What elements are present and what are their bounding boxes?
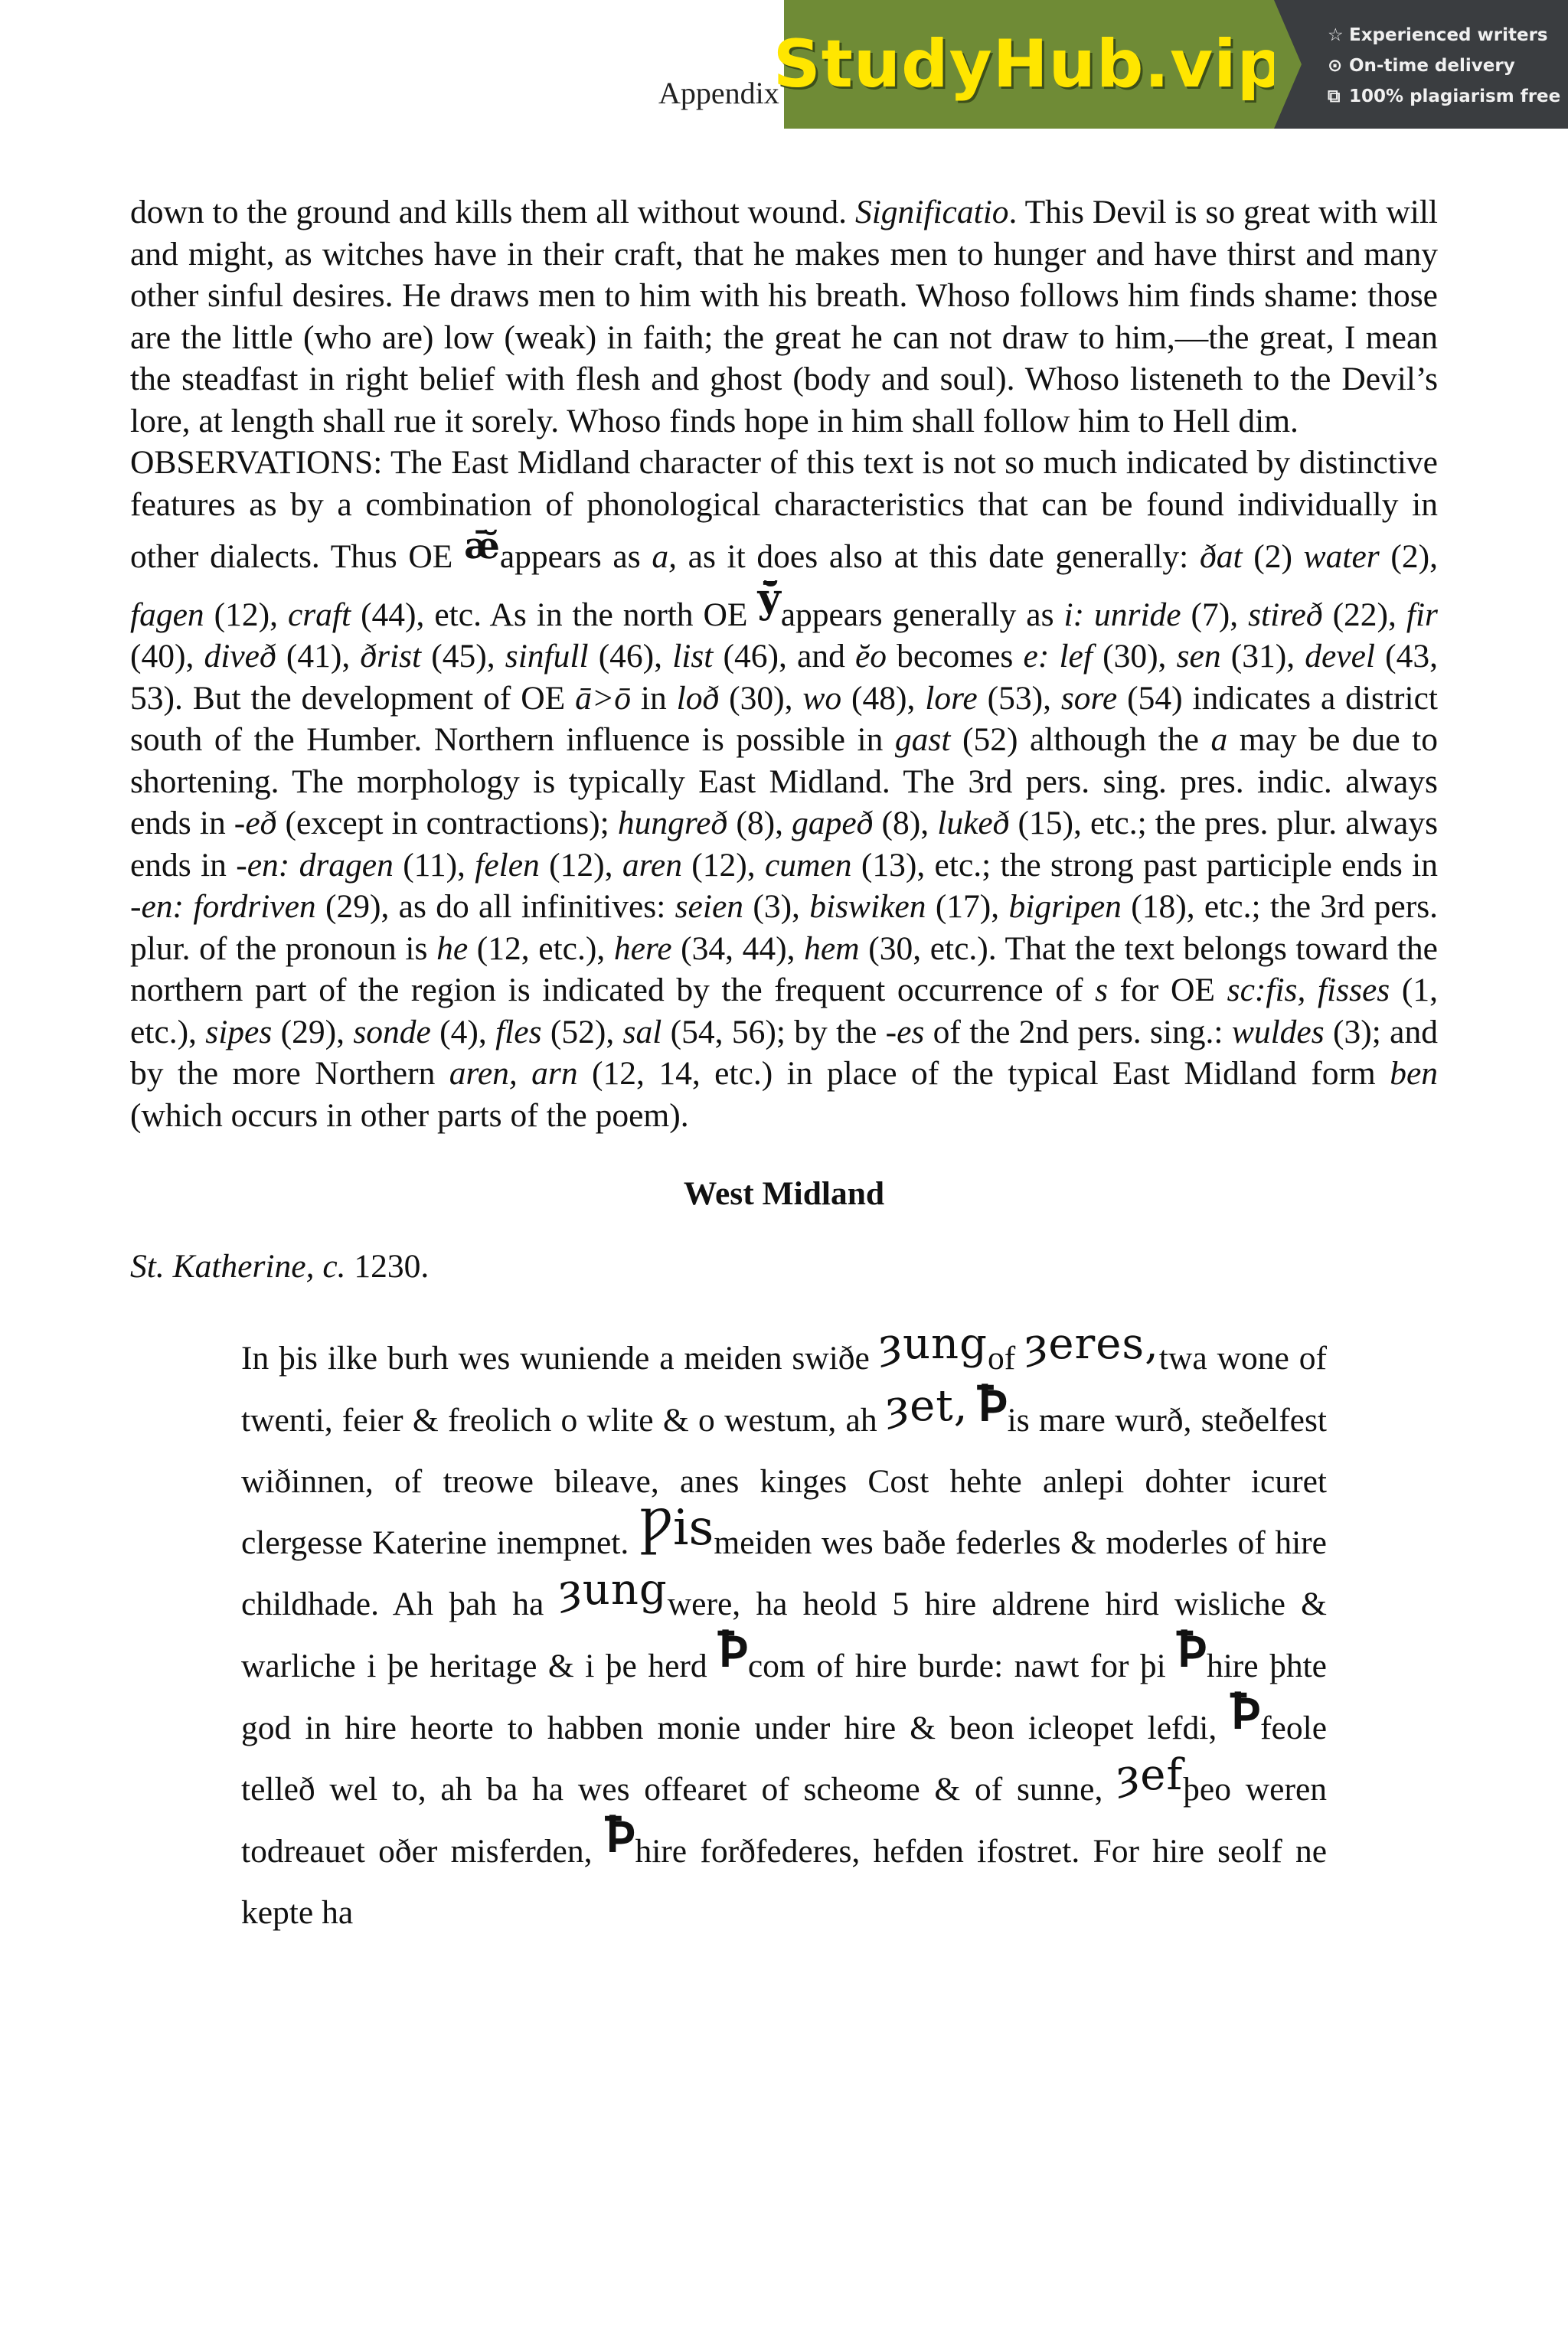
badge-item: ⊙ On-time delivery: [1328, 51, 1568, 81]
star-icon: ☆: [1328, 25, 1344, 45]
ae-breve-glyph: ǣ̆: [464, 524, 500, 567]
thorn-glyph: Ꝥ: [718, 1621, 748, 1678]
ad-banner[interactable]: [773, 0, 1568, 129]
brand-name: StudyHub.vip: [773, 26, 1285, 103]
observations-paragraph: OBSERVATIONS: The East Midland character of this text is not so much indicated by distinctive features as by a combination of phonological characteristics that can be found individually in other dialects. Thus OE ǣ̆appears as a, as it does also at this date generally: ðat (2) water (2), fagen (12), craft (44), etc. As in the north OE ȳ̆appears generally as i: unride (7), stireð (22), fir (40), diveð (41), ðrist (45), sinfull (46), list (46), and ĕo becomes e: lef (30), sen (31), devel (43, 53). But the development of OE ā>ō in loð (30), wo (48), lore (53), sore (54) indicates a district south of the Humber. Northern influence is possible in gast (52) although the a may be due to shortening. The morphology is typically East Midland. The 3rd pers. sing. pres. indic. always ends in -eð (except in contractions); hungreð (8), gapeð (8), lukeð (15), etc.; the pres. plur. always ends in -en: dragen (11), felen (12), aren (12), cumen (13), etc.; the strong past participle ends in -en: fordriven (29), as do all infinitives: seien (3), biswiken (17), bigripen (18), etc.; the 3rd pers. plur. of the pronoun is he (12, etc.), here (34, 44), hem (30, etc.). That the text belongs toward the northern part of the region is indicated by the frequent occurrence of s for OE sc:fis, fisses (1, etc.), sipes (29), sonde (4), fles (52), sal (54, 56); by the -es of the 2nd pers. sing.: wuldes (3); and by the more Northern aren, arn (12, 14, etc.) in place of the typical East Midland form ben (which occurs in other parts of the poem).: [130, 444, 1439, 1134]
source-citation: St. Katherine, c. 1230.: [130, 1248, 430, 1285]
yogh-glyph: ȝef: [1117, 1750, 1184, 1800]
page-body: [130, 191, 1438, 1977]
thorn-glyph: Ꝥ: [605, 1806, 635, 1864]
section-heading: West Midland: [683, 1175, 885, 1212]
clock-icon: ⊙: [1328, 56, 1343, 76]
yogh-glyph: ȝeres,: [1025, 1319, 1159, 1369]
banner-badges: [1274, 0, 1568, 129]
thorn-glyph: Ꝥ: [1177, 1621, 1207, 1678]
badge-item: ☆ Experienced writers: [1328, 20, 1568, 51]
wynn-glyph: Ƿis: [638, 1500, 714, 1557]
middle-english-quote: In þis ilke burh wes wuniende a meiden swiðe ȝungof ȝeres,twa wone of twenti, feier & freolich o wlite & o westum, ah ȝet, Ꝥis mare wurð, steðelfest wiðinnen, of treowe bileave, anes kinges Cost hehte anlepi dohter icuret clergesse Katerine inempnet. Ƿismeiden wes baðe federles & moderles of hire childhade. Ah þah ha ȝungwere, ha heold 5 hire aldrene hird wisliche & warliche i þe heritage & i þe herd Ꝥcom of hire burde: nawt for þi Ꝥhire þhte god in hire heorte to habben monie under hire & beon icleopet lefdi, Ꝥfeole telleð wel to, ah ba ha wes offearet of scheome & of sunne, ȝefþeo weren todreauet oðer misferden, Ꝥhire forðfederes, hefden ifostret. For hire seolf ne kepte ha: [241, 1319, 1328, 1931]
yogh-glyph: ȝet,: [886, 1381, 969, 1431]
translation-paragraph: down to the ground and kills them all without wound. Significatio. This Devil is so great with will and might, as witches have in their craft, that he makes men to hunger and have thirst and many other sinful desires. He draws men to him with his breath. Whoso follows him finds shame: those are the little (who are) low (weak) in faith; the great he can not draw to him,—the great, I mean the steadfast in right belief with flesh and ghost (body and soul). Whoso listeneth to the Devil’s lore, at length shall rue it sorely. Whoso finds hope in him shall follow him to Hell dim.: [130, 194, 1438, 439]
copy-icon: ⧉: [1328, 87, 1341, 106]
running-header: Appendix: [658, 76, 779, 110]
thorn-glyph: Ꝥ: [1230, 1683, 1261, 1740]
yogh-glyph: ȝung: [559, 1565, 668, 1615]
brand-logo[interactable]: [773, 0, 1285, 129]
badge-item: ⧉ 100% plagiarism free: [1328, 81, 1568, 112]
yogh-glyph: ȝung: [879, 1319, 988, 1369]
thorn-glyph: Ꝥ: [977, 1375, 1008, 1432]
y-breve-glyph: ȳ̆: [757, 574, 781, 622]
